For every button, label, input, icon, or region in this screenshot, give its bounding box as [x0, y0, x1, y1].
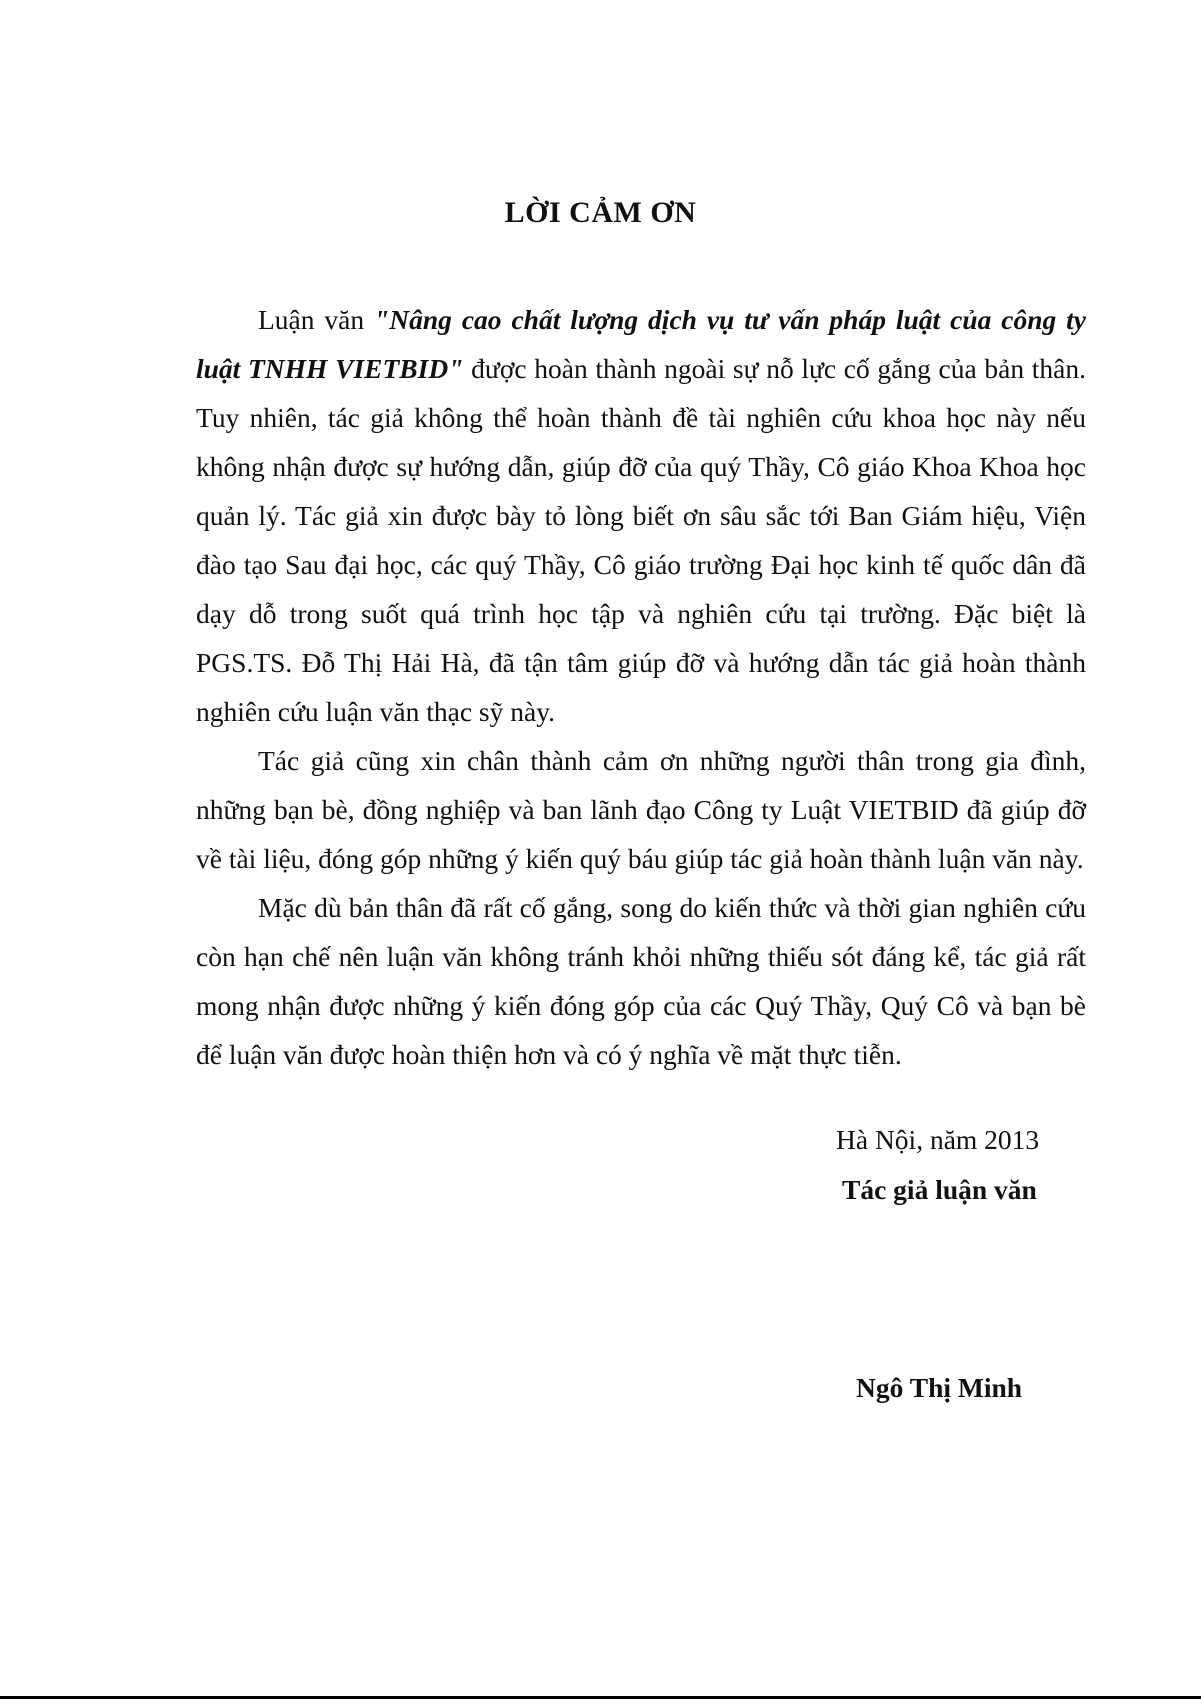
paragraph-2: Tác giả cũng xin chân thành cảm ơn những người thân trong gia đình, những bạn bè, đồng nghiệp và ban lãnh đạo Công ty Luật VIETBID đã giúp đỡ về tài liệu, đóng góp những ý kiến quý báu giúp tác giả hoàn thành luận văn này. [196, 745, 1086, 874]
paragraph-1-rest: được hoàn thành ngoài sự nỗ lực cố gắng của bản thân. Tuy nhiên, tác giả không thể hoàn thành đề tài nghiên cứu khoa học này nếu không nhận được sự hướng dẫn, giúp đỡ của quý Thầy, Cô giáo Khoa Khoa học quản lý. Tác giả xin được bày tỏ lòng biết ơn sâu sắc tới Ban Giám hiệu, Viện đào tạo Sau đại học, các quý Thầy, Cô giáo trường Đại học kinh tế quốc dân đã dạy dỗ trong suốt quá trình học tập và nghiên cứu tại trường. Đặc biệt là PGS.TS. Đỗ Thị Hải Hà, đã tận tâm giúp đỡ và hướng dẫn tác giả hoàn thành nghiên cứu luận văn thạc sỹ này. [196, 353, 1086, 727]
author-name: Ngô Thị Minh [856, 1372, 1023, 1403]
author-label: Tác giả luận văn [842, 1174, 1037, 1205]
page-title: LỜI CẢM ƠN [504, 196, 697, 229]
paragraph-3: Mặc dù bản thân đã rất cố gắng, song do kiến thức và thời gian nghiên cứu còn hạn chế nên luận văn không tránh khỏi những thiếu sót đáng kể, tác giả rất mong nhận được những ý kiến đóng góp của các Quý Thầy, Quý Cô và bạn bè để luận văn được hoàn thiện hơn và có ý nghĩa về mặt thực tiễn. [196, 892, 1086, 1070]
paragraph-1 [196, 295, 1086, 736]
place-date: Hà Nội, năm 2013 [836, 1124, 1040, 1155]
thesis-title-quote: "Nâng cao chất lượng dịch vụ tư vấn pháp luật của công ty luật TNHH VIETBID" [196, 304, 1086, 384]
acknowledgement-body [196, 295, 1086, 1079]
paragraph-1-lead: Luận văn [258, 304, 375, 335]
